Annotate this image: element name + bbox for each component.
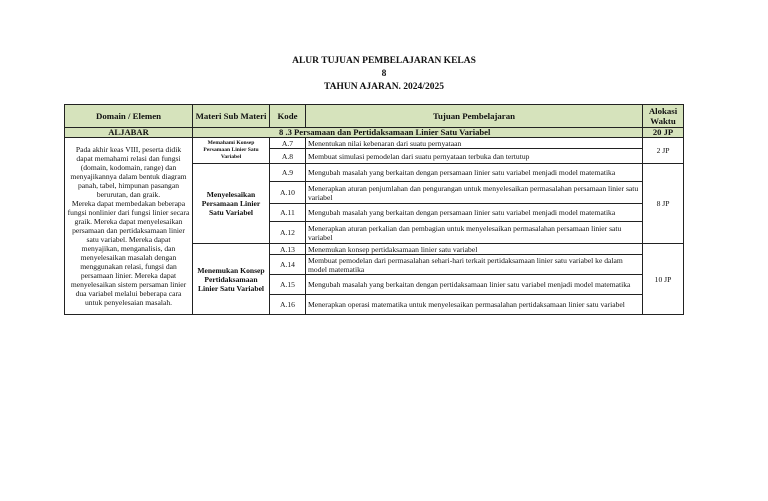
title-line-3: TAHUN AJARAN. 2024/2025 (324, 82, 444, 92)
title-line-2: 8 (381, 69, 387, 79)
tujuan-cell: Menerapkan aturan perkalian dan pembagian untuk menyelesaikan permasalahan persamaan linier satu variabel (306, 222, 643, 244)
section-domain: ALJABAR (65, 128, 193, 138)
section-row (65, 128, 684, 138)
table-row (65, 138, 684, 149)
header-tujuan: Tujuan Pembelajaran (306, 105, 643, 128)
header-materi: Materi Sub Materi (193, 105, 270, 128)
domain-paragraph-1: Pada akhir keas VIII, peserta didik dapat memahami relasi dan fungsi (domain, kodomain, range) dan menyajikannya dalam bentuk diagram panah, tabel, himpunan pasangan berurutan, dan graik. (70, 145, 187, 199)
kode-cell: A.16 (270, 295, 306, 315)
kode-cell: A.9 (270, 164, 306, 182)
header-alokasi: Alokasi Waktu (643, 105, 684, 128)
alokasi-10jp: 10 JP (643, 244, 684, 315)
header-domain: Domain / Elemen (65, 105, 193, 128)
document-title (0, 55, 768, 94)
header-row (65, 105, 684, 128)
tujuan-cell: Menentukan nilai kebenaran dari suatu pernyataan (306, 138, 643, 149)
header-kode: Kode (270, 105, 306, 128)
alokasi-8jp: 8 JP (643, 164, 684, 244)
kode-cell: A.11 (270, 204, 306, 222)
kode-cell: A.15 (270, 275, 306, 295)
kode-cell: A.14 (270, 255, 306, 275)
tujuan-cell: Membuat pemodelan dari permasalahan sehari-hari terkait pertidaksamaan linier satu variabel ke dalam model matematika (306, 255, 643, 275)
tujuan-cell: Mengubah masalah yang berkaitan dengan pertidaksamaan linier satu variabel menjadi model matematika (306, 275, 643, 295)
tujuan-cell: Menemukan konsep pertidaksamaan linier satu variabel (306, 244, 643, 255)
kode-cell: A.7 (270, 138, 306, 149)
tujuan-cell: Menerapkan operasi matematika untuk menyelesaikan permasalahan pertidaksamaan linier satu variabel (306, 295, 643, 315)
alokasi-2jp: 2 JP (643, 138, 684, 164)
kode-cell: A.10 (270, 182, 306, 204)
tujuan-cell: Mengubah masalah yang berkaitan dengan persamaan linier satu variabel menjadi model matematika (306, 204, 643, 222)
section-alokasi: 20 JP (643, 128, 684, 138)
atp-table (64, 104, 684, 315)
tujuan-cell: Mengubah masalah yang berkaitan dengan persamaan linier satu variabel menjadi model matematika (306, 164, 643, 182)
materi-konsep-plsv: Memahami Konsep Persamaan Linier Satu Variabel (193, 138, 270, 164)
tujuan-cell: Membuat simulasi pemodelan dari suatu pernyataan terbuka dan tertutup (306, 149, 643, 164)
kode-cell: A.13 (270, 244, 306, 255)
domain-description (65, 138, 193, 315)
section-title-text: 8 .3 Persamaan dan Pertidaksamaan Linier Satu Variabel (279, 127, 491, 137)
domain-paragraph-2: Mereka dapat membedakan beberapa fungsi nonlinier dari fungsi linier secara graik. Mereka dapat menyelesaikan persamaan dan pertidaksamaan linier satu variabel. Mereka dapat menyajikan, menganalisis, dan menyelesaikan masalah dengan menggunakan relasi, fungsi dan persamaan linier. Mereka dapat menyelesaikan sistem persaman linier dua variabel melalui beberapa cara untuk penyelesaian masalah. (67, 199, 190, 307)
tujuan-cell: Menerapkan aturan penjumlahan dan pengurangan untuk menyelesaikan permasalahan persamaan linier satu variabel (306, 182, 643, 204)
materi-konsep-ptlsv: Menemukan Konsep Pertidaksamaan Linier Satu Variabel (193, 244, 270, 315)
section-title (193, 128, 643, 138)
title-line-1: ALUR TUJUAN PEMBELAJARAN KELAS (292, 56, 476, 66)
kode-cell: A.12 (270, 222, 306, 244)
materi-menyelesaikan-plsv: Menyelesaikan Persamaan Linier Satu Variabel (193, 164, 270, 244)
kode-cell: A.8 (270, 149, 306, 164)
